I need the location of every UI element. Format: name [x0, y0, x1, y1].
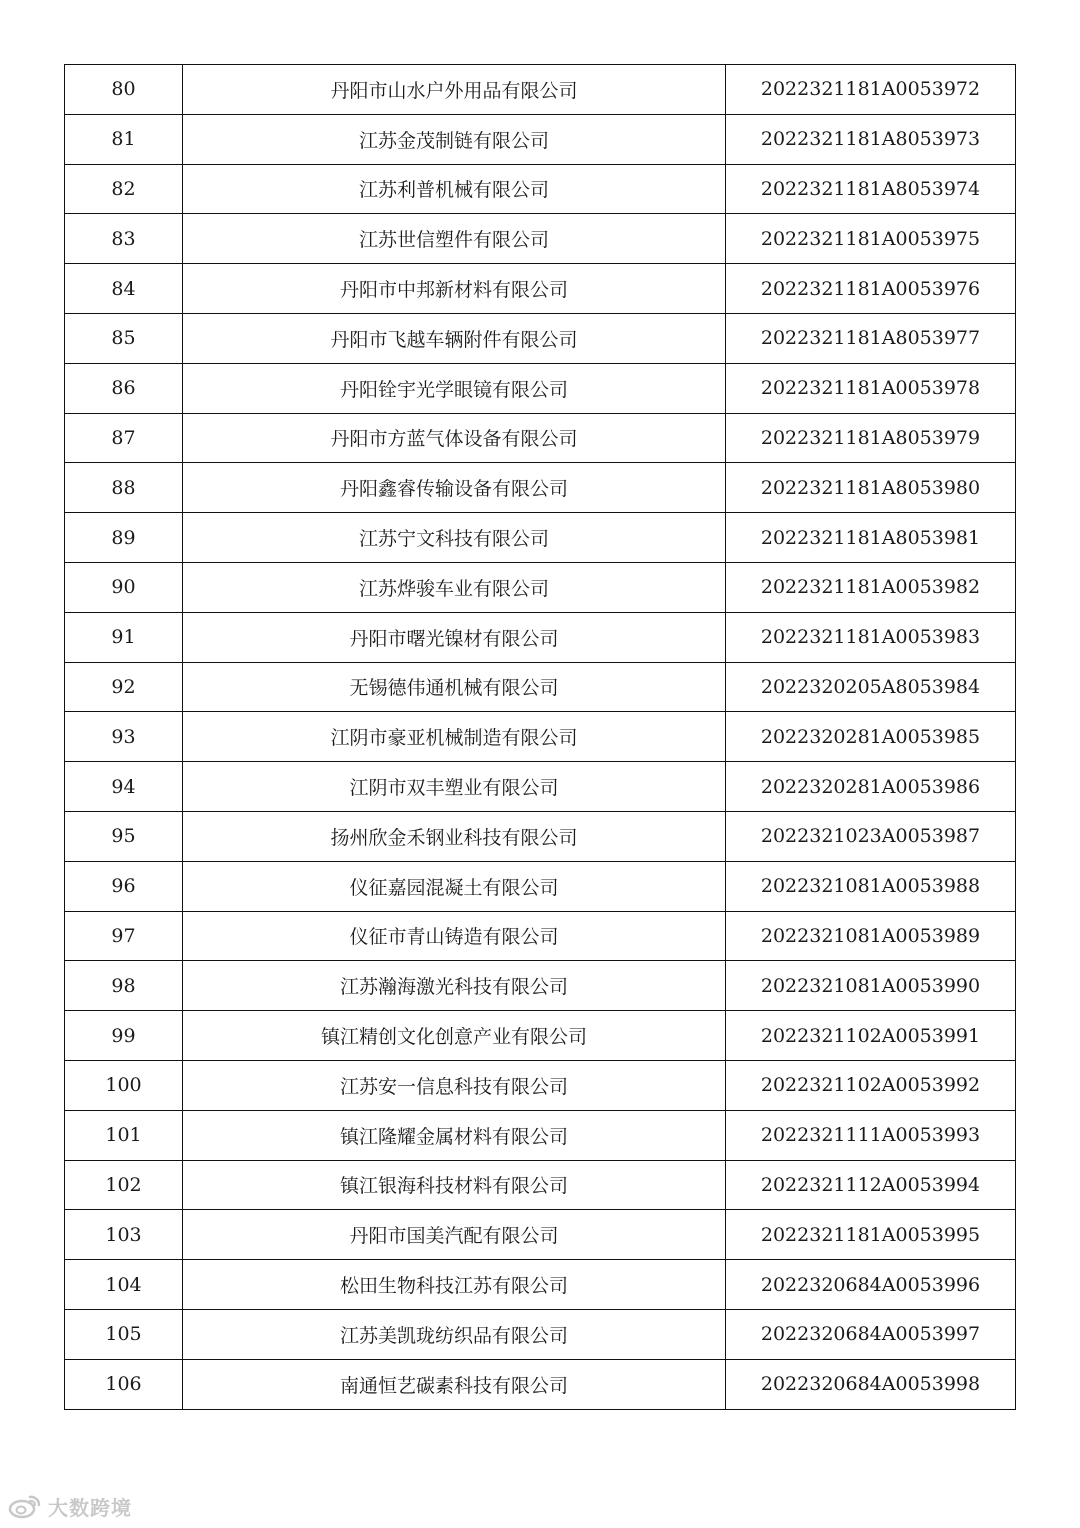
table-row	[65, 861, 1016, 911]
registration-code-cell: 2022320684A0053997	[726, 1309, 1016, 1359]
company-name-cell: 仪征嘉园混凝土有限公司	[183, 861, 726, 911]
company-name-cell: 江苏世信塑件有限公司	[183, 214, 726, 264]
row-number-cell: 97	[65, 911, 183, 961]
row-number-cell: 98	[65, 961, 183, 1011]
watermark-text: 大数跨境	[48, 1495, 132, 1520]
registration-code-cell: 2022321023A0053987	[726, 811, 1016, 861]
company-name-cell: 丹阳市方蓝气体设备有限公司	[183, 413, 726, 463]
table-row	[65, 1060, 1016, 1110]
table-row	[65, 762, 1016, 812]
registration-code-cell: 2022321102A0053992	[726, 1060, 1016, 1110]
table-row	[65, 662, 1016, 712]
row-number-cell: 87	[65, 413, 183, 463]
company-name-cell: 镇江精创文化创意产业有限公司	[183, 1011, 726, 1061]
table-row	[65, 1011, 1016, 1061]
company-name-cell: 无锡德伟通机械有限公司	[183, 662, 726, 712]
table-row	[65, 513, 1016, 563]
company-name-cell: 江苏烨骏车业有限公司	[183, 562, 726, 612]
table-row	[65, 562, 1016, 612]
row-number-cell: 84	[65, 264, 183, 314]
company-name-cell: 丹阳市山水户外用品有限公司	[183, 65, 726, 115]
company-name-cell: 江阴市双丰塑业有限公司	[183, 762, 726, 812]
table-row	[65, 911, 1016, 961]
registration-code-cell: 2022320281A0053985	[726, 712, 1016, 762]
table-row	[65, 811, 1016, 861]
registration-code-cell: 2022320205A8053984	[726, 662, 1016, 712]
company-name-cell: 江阴市豪亚机械制造有限公司	[183, 712, 726, 762]
row-number-cell: 94	[65, 762, 183, 812]
weibo-logo-icon	[8, 1493, 42, 1519]
table-row	[65, 1160, 1016, 1210]
table-row	[65, 961, 1016, 1011]
row-number-cell: 95	[65, 811, 183, 861]
registration-code-cell: 2022320281A0053986	[726, 762, 1016, 812]
company-name-cell: 仪征市青山铸造有限公司	[183, 911, 726, 961]
company-name-cell: 镇江银海科技材料有限公司	[183, 1160, 726, 1210]
table-row	[65, 363, 1016, 413]
table-row	[65, 413, 1016, 463]
row-number-cell: 92	[65, 662, 183, 712]
company-name-cell: 江苏美凯珑纺织品有限公司	[183, 1309, 726, 1359]
company-name-cell: 江苏安一信息科技有限公司	[183, 1060, 726, 1110]
row-number-cell: 82	[65, 164, 183, 214]
registration-code-cell: 2022321181A0053978	[726, 363, 1016, 413]
registration-code-cell: 2022321181A8053977	[726, 313, 1016, 363]
company-name-cell: 南通恒艺碳素科技有限公司	[183, 1359, 726, 1409]
row-number-cell: 86	[65, 363, 183, 413]
row-number-cell: 104	[65, 1260, 183, 1310]
registration-code-cell: 2022321181A0053983	[726, 612, 1016, 662]
registration-code-cell: 2022320684A0053998	[726, 1359, 1016, 1409]
row-number-cell: 99	[65, 1011, 183, 1061]
table-row	[65, 114, 1016, 164]
enterprise-registry-table	[64, 64, 1016, 1410]
row-number-cell: 100	[65, 1060, 183, 1110]
row-number-cell: 81	[65, 114, 183, 164]
table-row	[65, 1359, 1016, 1409]
watermark	[8, 1492, 132, 1520]
table-row	[65, 1210, 1016, 1260]
row-number-cell: 83	[65, 214, 183, 264]
table-row	[65, 1309, 1016, 1359]
registration-code-cell: 2022321181A8053981	[726, 513, 1016, 563]
company-name-cell: 丹阳市曙光镍材有限公司	[183, 612, 726, 662]
registration-code-cell: 2022321181A0053976	[726, 264, 1016, 314]
company-name-cell: 镇江隆耀金属材料有限公司	[183, 1110, 726, 1160]
company-name-cell: 江苏利普机械有限公司	[183, 164, 726, 214]
registration-code-cell: 2022321181A8053979	[726, 413, 1016, 463]
registration-code-cell: 2022321081A0053989	[726, 911, 1016, 961]
registration-code-cell: 2022321181A0053982	[726, 562, 1016, 612]
registration-code-cell: 2022321181A8053980	[726, 463, 1016, 513]
registration-code-cell: 2022320684A0053996	[726, 1260, 1016, 1310]
company-name-cell: 丹阳铨宇光学眼镜有限公司	[183, 363, 726, 413]
registration-code-cell: 2022321081A0053990	[726, 961, 1016, 1011]
company-name-cell: 江苏金茂制链有限公司	[183, 114, 726, 164]
table-row	[65, 313, 1016, 363]
table-row	[65, 214, 1016, 264]
row-number-cell: 105	[65, 1309, 183, 1359]
company-name-cell: 丹阳市国美汽配有限公司	[183, 1210, 726, 1260]
table-body	[65, 65, 1016, 1410]
registration-code-cell: 2022321111A0053993	[726, 1110, 1016, 1160]
company-name-cell: 扬州欣金禾钢业科技有限公司	[183, 811, 726, 861]
row-number-cell: 85	[65, 313, 183, 363]
company-name-cell: 松田生物科技江苏有限公司	[183, 1260, 726, 1310]
row-number-cell: 96	[65, 861, 183, 911]
table-row	[65, 612, 1016, 662]
table-row	[65, 463, 1016, 513]
row-number-cell: 89	[65, 513, 183, 563]
row-number-cell: 93	[65, 712, 183, 762]
company-name-cell: 丹阳市飞越车辆附件有限公司	[183, 313, 726, 363]
row-number-cell: 101	[65, 1110, 183, 1160]
company-name-cell: 江苏瀚海激光科技有限公司	[183, 961, 726, 1011]
row-number-cell: 88	[65, 463, 183, 513]
table-row	[65, 1110, 1016, 1160]
registration-code-cell: 2022321081A0053988	[726, 861, 1016, 911]
company-name-cell: 江苏宁文科技有限公司	[183, 513, 726, 563]
company-name-cell: 丹阳鑫睿传输设备有限公司	[183, 463, 726, 513]
row-number-cell: 80	[65, 65, 183, 115]
registration-code-cell: 2022321181A0053975	[726, 214, 1016, 264]
table-row	[65, 65, 1016, 115]
registration-code-cell: 2022321181A8053973	[726, 114, 1016, 164]
row-number-cell: 103	[65, 1210, 183, 1260]
registration-code-cell: 2022321181A0053995	[726, 1210, 1016, 1260]
table-row	[65, 712, 1016, 762]
registration-code-cell: 2022321181A0053972	[726, 65, 1016, 115]
table-row	[65, 264, 1016, 314]
row-number-cell: 90	[65, 562, 183, 612]
registration-code-cell: 2022321112A0053994	[726, 1160, 1016, 1210]
table-row	[65, 1260, 1016, 1310]
table-row	[65, 164, 1016, 214]
row-number-cell: 102	[65, 1160, 183, 1210]
row-number-cell: 91	[65, 612, 183, 662]
registration-code-cell: 2022321181A8053974	[726, 164, 1016, 214]
registration-code-cell: 2022321102A0053991	[726, 1011, 1016, 1061]
row-number-cell: 106	[65, 1359, 183, 1409]
company-name-cell: 丹阳市中邦新材料有限公司	[183, 264, 726, 314]
